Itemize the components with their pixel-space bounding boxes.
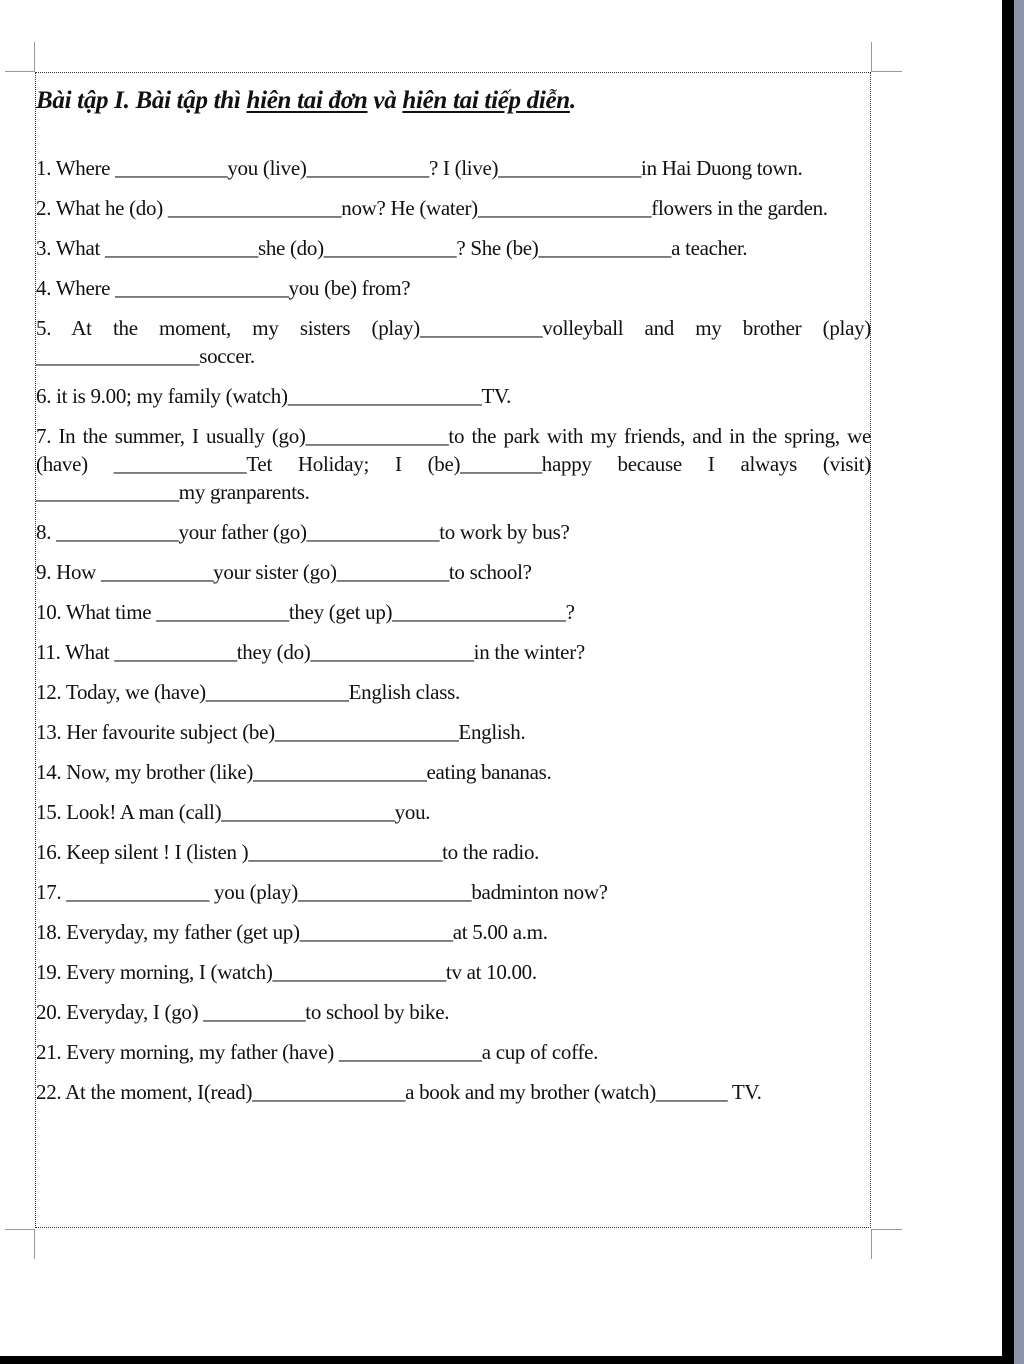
question-17: 17. ______________ you (play)_________________badminton now? [36,880,608,904]
question-18: 18. Everyday, my father (get up)_______________at 5.00 a.m. [36,920,548,944]
crop-mark-bottom-left-h [5,1229,35,1230]
crop-mark-top-right-h [872,71,902,72]
scrollbar-track[interactable] [1014,0,1024,1364]
window-edge [1002,0,1014,1364]
question-6: 6. it is 9.00; my family (watch)___________________TV. [36,384,512,408]
question-13: 13. Her favourite subject (be)__________________English. [36,720,526,744]
question-20: 20. Everyday, I (go) __________to school by bike. [36,1000,450,1024]
title-underlined-2: hiên tai tiếp diễn [402,87,570,114]
question-9: 9. How ___________your sister (go)___________to school? [36,560,532,584]
title-part-3: . [569,87,576,114]
exercise-title [36,84,871,118]
title-part-2: và [367,87,403,114]
question-3: 3. What _______________she (do)_____________? She (be)_____________a teacher. [36,236,748,260]
crop-mark-top-left-v [34,42,35,72]
question-2: 2. What he (do) _________________now? He (water)_________________flowers in the garden. [36,196,828,220]
question-10: 10. What time _____________they (get up)_________________? [36,600,575,624]
question-8: 8. ____________your father (go)_____________to work by bus? [36,520,570,544]
question-22: 22. At the moment, I(read)_______________a book and my brother (watch)_______ TV. [36,1080,762,1104]
question-5: 5. At the moment, my sisters (play)____________volleyball and my brother (play) ________________soccer. [36,316,871,368]
crop-mark-bottom-right-h [872,1229,902,1230]
crop-mark-bottom-right-v [871,1229,872,1259]
document-body[interactable] [36,84,871,1118]
title-underlined-1: hiên tai đơn [246,87,368,114]
question-4: 4. Where _________________you (be) from? [36,276,411,300]
question-1: 1. Where ___________you (live)____________? I (live)______________in Hai Duong town. [36,156,803,180]
window-bottom-edge [0,1356,1014,1364]
question-12: 12. Today, we (have)______________English class. [36,680,460,704]
crop-mark-top-right-v [871,42,872,72]
crop-mark-bottom-left-v [34,1229,35,1259]
question-15: 15. Look! A man (call)_________________you. [36,800,431,824]
title-part-1: Bài tập I. Bài tập thì [36,87,247,114]
question-11: 11. What ____________they (do)________________in the winter? [36,640,585,664]
question-16: 16. Keep silent ! I (listen )___________________to the radio. [36,840,540,864]
question-21: 21. Every morning, my father (have) ______________a cup of coffe. [36,1040,599,1064]
question-7: 7. In the summer, I usually (go)______________to the park with my friends, and in the spring, we (have) _____________Tet Holiday; I (be)________happy because I always (visit) ______________my granparents. [36,424,871,504]
question-19: 19. Every morning, I (watch)_________________tv at 10.00. [36,960,537,984]
question-14: 14. Now, my brother (like)_________________eating bananas. [36,760,552,784]
crop-mark-top-left-h [5,71,35,72]
